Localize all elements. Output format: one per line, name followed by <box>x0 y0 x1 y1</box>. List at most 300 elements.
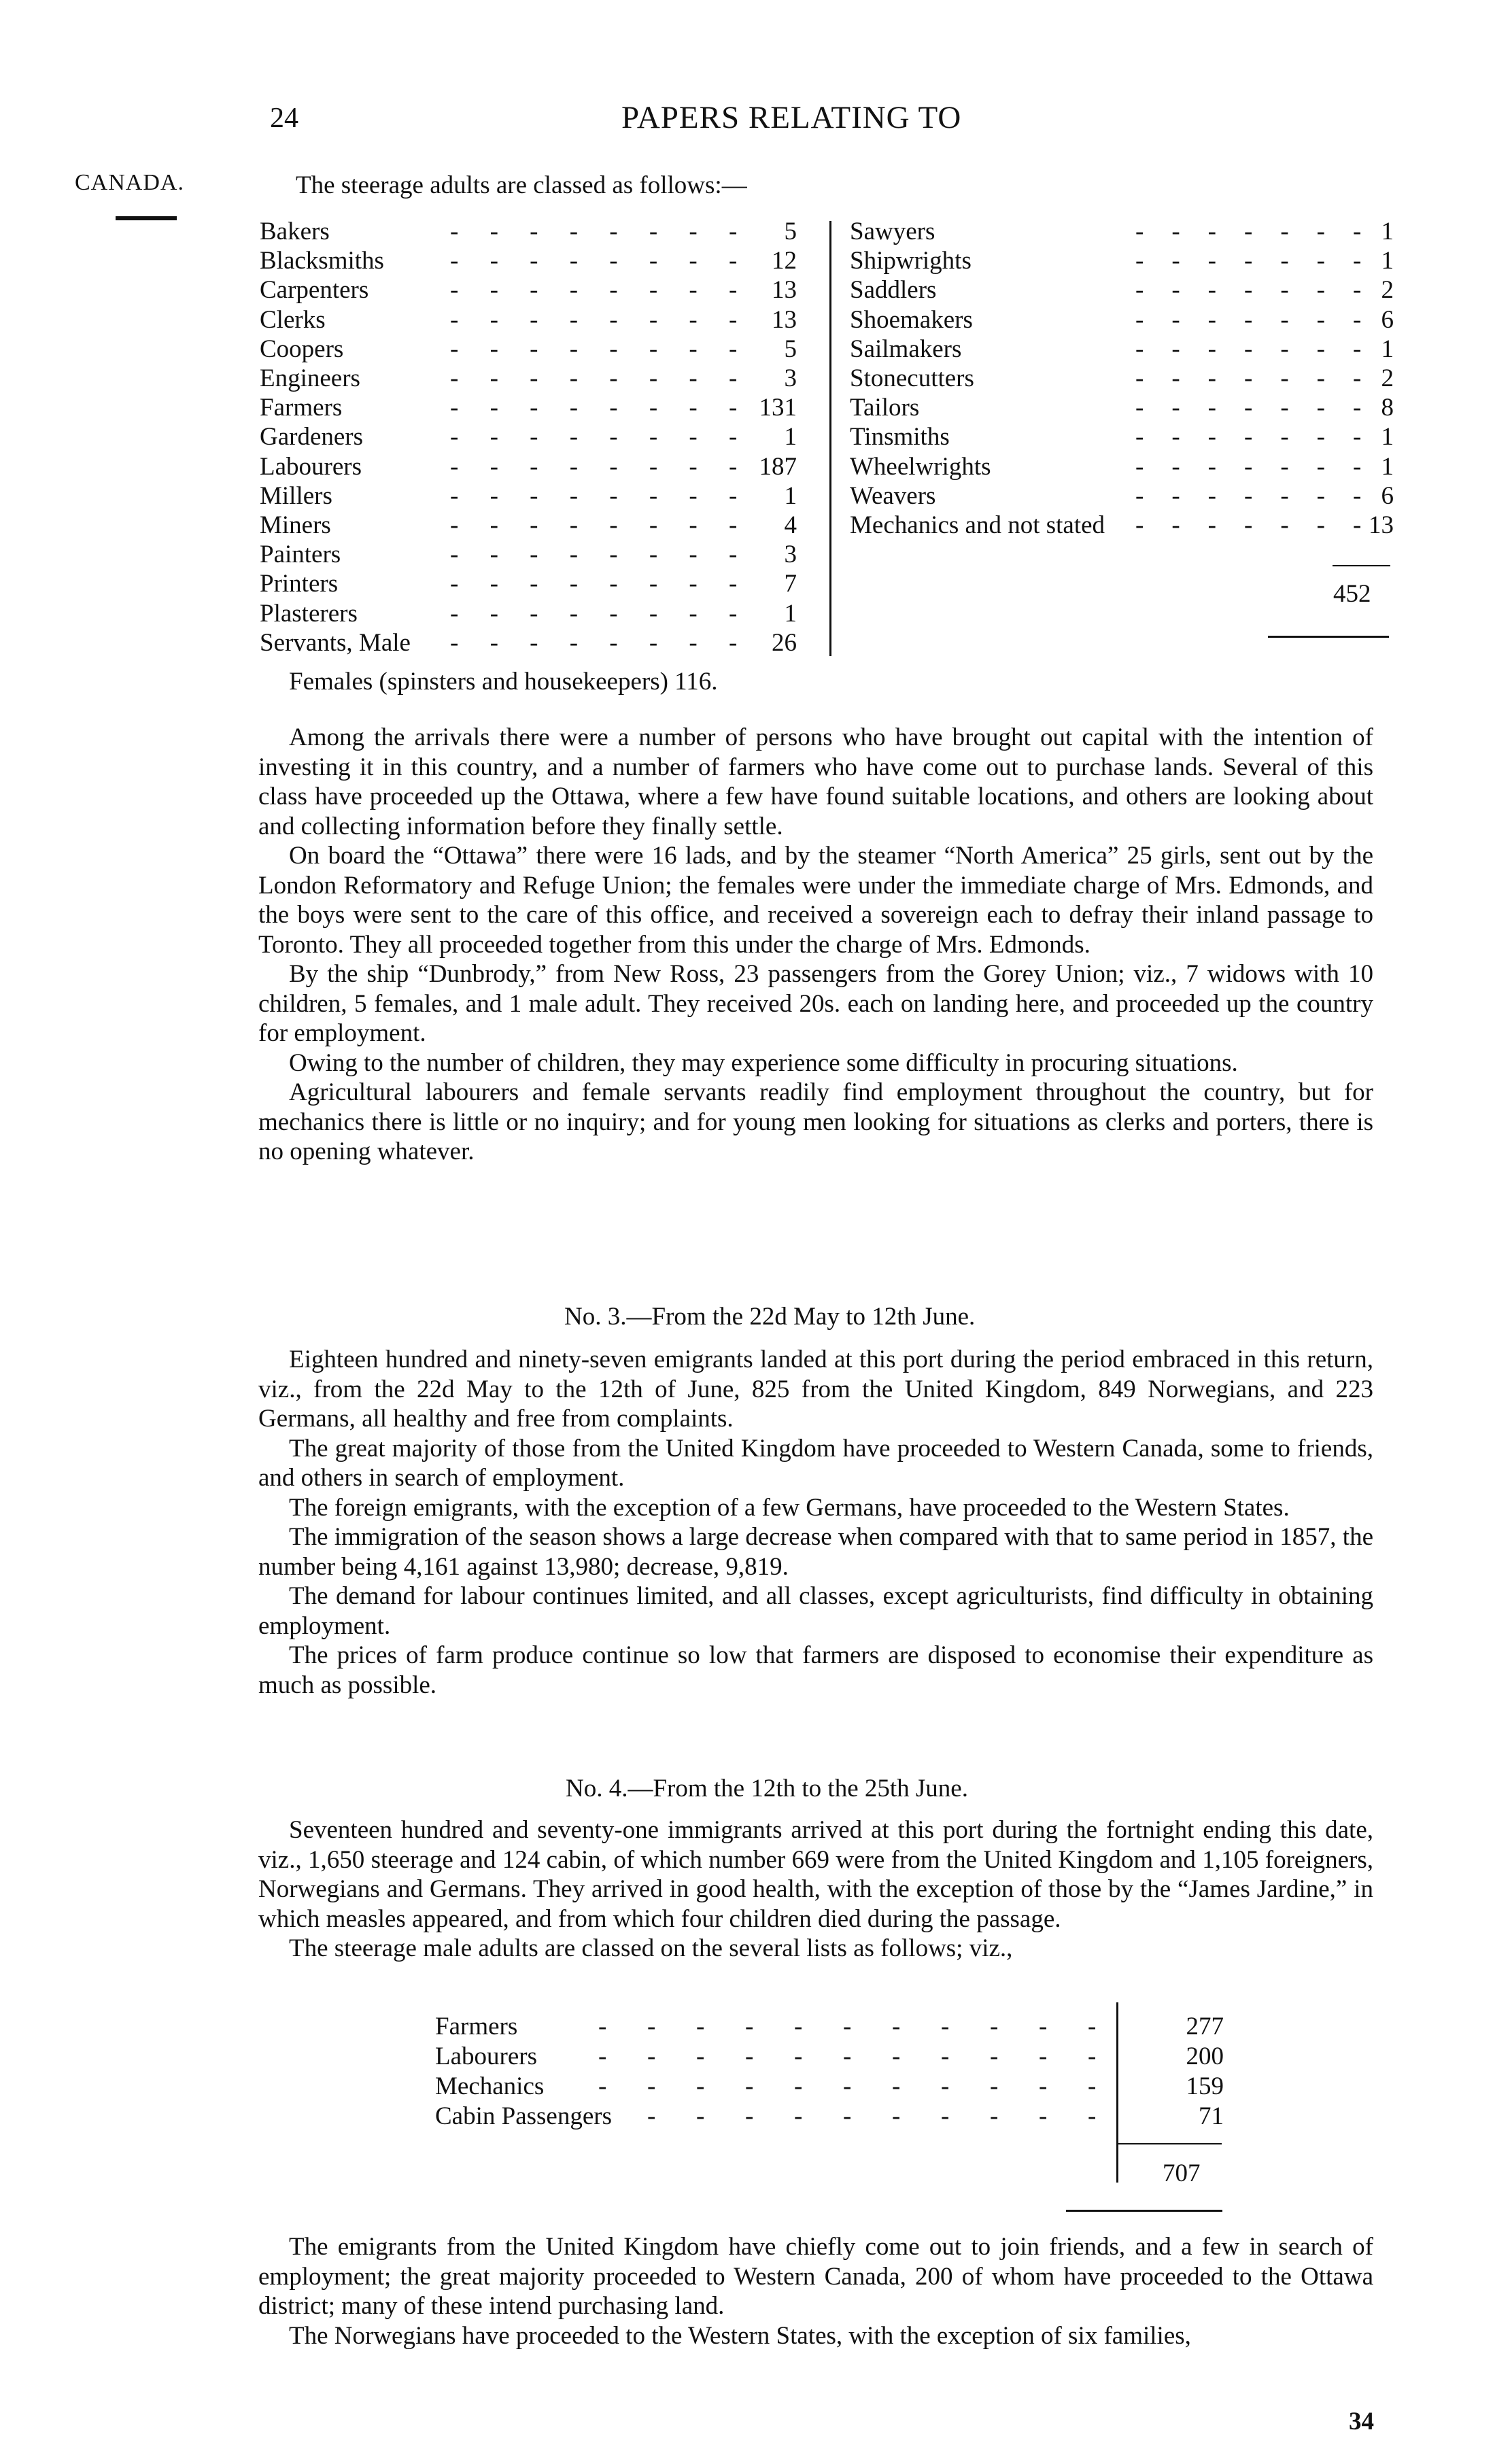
row-value: 13 <box>1369 511 1394 539</box>
leader-dash: - <box>530 628 538 657</box>
leader-dash: - <box>745 2102 754 2130</box>
leader-dash: - <box>609 541 618 569</box>
leader-dash: - <box>1207 423 1216 451</box>
leader-dash: - <box>1207 276 1216 305</box>
row-value: 12 <box>772 247 797 275</box>
row-value: 159 <box>1186 2072 1224 2100</box>
row-label: Bakers <box>260 218 330 245</box>
trade-row-left <box>260 247 797 275</box>
leader-dash: - <box>689 570 698 598</box>
leader-dash: - <box>1207 364 1216 392</box>
leader-dash: - <box>729 218 738 245</box>
leader-dash: - <box>647 2042 656 2070</box>
trade-row-left <box>260 364 797 393</box>
leader-dash: - <box>530 452 538 481</box>
leader-dash: - <box>450 511 459 539</box>
leader-dash: - <box>450 218 459 245</box>
footer-signature: 34 <box>1349 2408 1374 2435</box>
leader-dash: - <box>1135 335 1144 363</box>
row-value: 4 <box>784 511 797 539</box>
leader-dash: - <box>649 628 658 657</box>
leader-dash: - <box>649 570 658 598</box>
leader-dash: - <box>569 511 579 539</box>
leader-dash: - <box>1244 218 1253 245</box>
paragraph: On board the “Ottawa” there were 16 lads, and by the steamer “North America” 25 girls, sent out by the London Reformatory and Refuge Union; the females were under the immediate charge of Mrs. Edmonds, and the boys were sent to the care of this office, and received a sovereign each to defray their inland passage to Toronto. They all proceeded together from this under the charge of Mrs. Edmonds. <box>258 842 1373 959</box>
row-label: Wheelwrights <box>850 452 991 481</box>
trades-table-left <box>260 218 797 657</box>
section-4-title: No. 4.—From the 12th to the 25th June. <box>566 1775 968 1802</box>
leader-dash: - <box>1244 276 1253 305</box>
leader-dash: - <box>1316 481 1325 510</box>
leader-dash: - <box>530 394 538 422</box>
row-value: 277 <box>1186 2013 1224 2040</box>
class-row <box>435 2102 1224 2131</box>
leader-dash: - <box>1135 247 1144 275</box>
leader-dash: - <box>609 305 618 334</box>
row-value: 1 <box>1381 335 1394 363</box>
females-line: Females (spinsters and housekeepers) 116. <box>289 668 718 696</box>
leader-dash: - <box>1316 335 1325 363</box>
leader-dash: - <box>729 276 738 305</box>
leader-dash: - <box>1244 511 1253 539</box>
classes-sum-rule <box>1118 2143 1222 2144</box>
trade-row-left <box>260 600 797 628</box>
leader-dash: - <box>941 2102 950 2130</box>
trade-row-left <box>260 335 797 364</box>
leader-dash: - <box>1171 423 1180 451</box>
leader-dash: - <box>450 628 459 657</box>
leader-dash: - <box>1135 452 1144 481</box>
trade-row-right <box>850 218 1394 246</box>
leader-dash: - <box>609 452 618 481</box>
leader-dash: - <box>1353 305 1362 334</box>
trade-row-left <box>260 218 797 246</box>
leader-dash: - <box>1207 511 1216 539</box>
trade-row-right <box>850 276 1394 305</box>
row-label: Millers <box>260 481 332 510</box>
trade-row-left <box>260 453 797 481</box>
leader-dash: - <box>530 570 538 598</box>
leader-dash: - <box>609 511 618 539</box>
trades-column-divider <box>829 221 831 656</box>
leader-dash: - <box>1316 305 1325 334</box>
row-label: Painters <box>260 541 341 569</box>
leader-dash: - <box>1244 452 1253 481</box>
leader-dash: - <box>689 218 698 245</box>
leader-dash: - <box>569 481 579 510</box>
leader-dash: - <box>530 218 538 245</box>
leader-dash: - <box>689 276 698 305</box>
paragraph: Among the arrivals there were a number of persons who have brought out capital with the intention of investing it in this country, and a number of farmers who have come out to purchase lands. Several of this class have proceeded up the Ottawa, where a few have found suitable locations, and others are looking about and collecting information before they finally settle. <box>258 723 1373 840</box>
row-label: Coopers <box>260 335 344 363</box>
leader-dash: - <box>649 541 658 569</box>
leader-dash: - <box>450 247 459 275</box>
leader-dash: - <box>745 2072 754 2100</box>
leader-dash: - <box>689 423 698 451</box>
leader-dash: - <box>530 541 538 569</box>
leader-dash: - <box>1171 305 1180 334</box>
leader-dash: - <box>1353 335 1362 363</box>
leader-dash: - <box>689 511 698 539</box>
paragraphs-block-5 <box>258 2232 1373 2350</box>
leader-dash: - <box>489 305 498 334</box>
leader-dash: - <box>1135 276 1144 305</box>
leader-dash: - <box>843 2013 852 2040</box>
leader-dash: - <box>696 2072 705 2100</box>
leader-dash: - <box>649 481 658 510</box>
trades-table-right <box>850 218 1394 544</box>
leader-dash: - <box>1280 394 1289 422</box>
row-label: Sailmakers <box>850 335 962 363</box>
leader-dash: - <box>569 394 579 422</box>
leader-dash: - <box>1280 481 1289 510</box>
leader-dash: - <box>489 541 498 569</box>
row-value: 26 <box>772 628 797 657</box>
leader-dash: - <box>843 2102 852 2130</box>
leader-dash: - <box>794 2102 803 2130</box>
leader-dash: - <box>1039 2072 1048 2100</box>
leader-dash: - <box>609 394 618 422</box>
leader-dash: - <box>647 2013 656 2040</box>
leader-dash: - <box>794 2042 803 2070</box>
leader-dash: - <box>598 2042 607 2070</box>
classes-total-rule <box>1066 2210 1222 2212</box>
row-value: 6 <box>1381 305 1394 334</box>
leader-dash: - <box>450 276 459 305</box>
leader-dash: - <box>609 423 618 451</box>
leader-dash: - <box>1353 423 1362 451</box>
leader-dash: - <box>1135 218 1144 245</box>
leader-dash: - <box>609 628 618 657</box>
trade-row-left <box>260 423 797 451</box>
leader-dash: - <box>569 452 579 481</box>
leader-dash: - <box>689 305 698 334</box>
leader-dash: - <box>843 2042 852 2070</box>
leader-dash: - <box>450 394 459 422</box>
row-label: Shoemakers <box>850 305 973 334</box>
leader-dash: - <box>729 305 738 334</box>
leader-dash: - <box>609 570 618 598</box>
leader-dash: - <box>729 541 738 569</box>
leader-dash: - <box>729 599 738 628</box>
row-label: Weavers <box>850 481 936 510</box>
leader-dash: - <box>489 364 498 392</box>
page-number: 24 <box>270 103 298 134</box>
leader-dash: - <box>1353 364 1362 392</box>
row-label: Saddlers <box>850 276 937 305</box>
leader-dash: - <box>1171 481 1180 510</box>
paragraph: By the ship “Dunbrody,” from New Ross, 23 passengers from the Gorey Union; viz., 7 widows with 10 children, 5 females, and 1 male adult. They received 20s. each on landing here, and proceeded up the country for employment. <box>258 960 1373 1047</box>
leader-dash: - <box>489 423 498 451</box>
leader-dash: - <box>489 335 498 363</box>
leader-dash: - <box>1280 423 1289 451</box>
leader-dash: - <box>1171 452 1180 481</box>
leader-dash: - <box>647 2072 656 2100</box>
leader-dash: - <box>1171 247 1180 275</box>
leader-dash: - <box>1280 511 1289 539</box>
leader-dash: - <box>1353 247 1362 275</box>
leader-dash: - <box>1244 481 1253 510</box>
leader-dash: - <box>1316 247 1325 275</box>
leader-dash: - <box>609 335 618 363</box>
row-value: 5 <box>784 335 797 363</box>
leader-dash: - <box>892 2042 901 2070</box>
class-row <box>435 2013 1224 2041</box>
leader-dash: - <box>1280 452 1289 481</box>
leader-dash: - <box>696 2102 705 2130</box>
row-value: 13 <box>772 305 797 334</box>
leader-dash: - <box>729 335 738 363</box>
leader-dash: - <box>1171 364 1180 392</box>
trade-row-right <box>850 482 1394 511</box>
trade-row-right <box>850 453 1394 481</box>
trade-row-left <box>260 276 797 305</box>
leader-dash: - <box>609 364 618 392</box>
leader-dash: - <box>647 2102 656 2130</box>
leader-dash: - <box>1039 2013 1048 2040</box>
leader-dash: - <box>609 481 618 510</box>
leader-dash: - <box>450 452 459 481</box>
leader-dash: - <box>1316 452 1325 481</box>
leader-dash: - <box>1135 481 1144 510</box>
leader-dash: - <box>1353 481 1362 510</box>
leader-dash: - <box>530 247 538 275</box>
leader-dash: - <box>729 452 738 481</box>
row-value: 187 <box>759 452 797 481</box>
leader-dash: - <box>450 305 459 334</box>
trades-total-rule <box>1268 636 1389 638</box>
leader-dash: - <box>1207 452 1216 481</box>
leader-dash: - <box>489 452 498 481</box>
leader-dash: - <box>530 511 538 539</box>
running-title: PAPERS RELATING TO <box>621 100 962 135</box>
row-label: Sawyers <box>850 218 935 245</box>
trade-row-right <box>850 364 1394 393</box>
leader-dash: - <box>1039 2042 1048 2070</box>
leader-dash: - <box>649 276 658 305</box>
row-label: Labourers <box>260 452 362 481</box>
leader-dash: - <box>1171 276 1180 305</box>
leader-dash: - <box>489 570 498 598</box>
trade-row-right <box>850 306 1394 335</box>
paragraph: Eighteen hundred and ninety-seven emigrants landed at this port during the period embraced in this return, viz., from the 22d May to the 12th of June, 825 from the United Kingdom, 849 Norwegians, and 223 Germans, all healthy and free from complaints. <box>258 1346 1373 1433</box>
leader-dash: - <box>649 394 658 422</box>
trade-row-right <box>850 423 1394 451</box>
row-value: 2 <box>1381 364 1394 392</box>
leader-dash: - <box>450 570 459 598</box>
leader-dash: - <box>990 2013 999 2040</box>
leader-dash: - <box>649 218 658 245</box>
leader-dash: - <box>794 2013 803 2040</box>
paragraph: Seventeen hundred and seventy-one immigrants arrived at this port during the fortnight ending this date, viz., 1,650 steerage and 124 cabin, of which number 669 were from the United Kingdom and 1,105 foreigners, Norwegians and Germans. They arrived in good health, with the exception of those by the “James Jardine,” in which measles appeared, and from which four children died during the passage. <box>258 1816 1373 1933</box>
leader-dash: - <box>530 335 538 363</box>
leader-dash: - <box>729 364 738 392</box>
leader-dash: - <box>1353 276 1362 305</box>
leader-dash: - <box>1207 394 1216 422</box>
leader-dash: - <box>450 364 459 392</box>
leader-dash: - <box>489 628 498 657</box>
leader-dash: - <box>609 218 618 245</box>
row-value: 2 <box>1381 276 1394 305</box>
leader-dash: - <box>530 423 538 451</box>
leader-dash: - <box>489 599 498 628</box>
leader-dash: - <box>1207 335 1216 363</box>
leader-dash: - <box>1088 2042 1097 2070</box>
leader-dash: - <box>649 247 658 275</box>
leader-dash: - <box>569 570 579 598</box>
paragraph: Owing to the number of children, they may experience some difficulty in procuring situations. <box>289 1048 1238 1077</box>
leader-dash: - <box>450 481 459 510</box>
leader-dash: - <box>489 511 498 539</box>
leader-dash: - <box>1207 218 1216 245</box>
row-value: 200 <box>1186 2042 1224 2070</box>
leader-dash: - <box>649 599 658 628</box>
leader-dash: - <box>530 599 538 628</box>
leader-dash: - <box>569 423 579 451</box>
leader-dash: - <box>892 2013 901 2040</box>
leader-dash: - <box>729 570 738 598</box>
leader-dash: - <box>649 364 658 392</box>
paragraphs-block-1 <box>258 723 1373 1167</box>
leader-dash: - <box>689 481 698 510</box>
row-value: 1 <box>1381 247 1394 275</box>
row-label: Cabin Passengers <box>435 2102 612 2130</box>
leader-dash: - <box>450 541 459 569</box>
row-value: 7 <box>784 570 797 598</box>
leader-dash: - <box>1088 2102 1097 2130</box>
paragraph: The emigrants from the United Kingdom have chiefly come out to join friends, and a few in search of employment; the great majority proceeded to Western Canada, 200 of whom have proceeded to the Ottawa district; many of these intend purchasing land. <box>258 2233 1373 2320</box>
leader-dash: - <box>649 423 658 451</box>
leader-dash: - <box>689 541 698 569</box>
row-value: 1 <box>784 599 797 628</box>
leader-dash: - <box>609 247 618 275</box>
leader-dash: - <box>794 2072 803 2100</box>
leader-dash: - <box>1135 364 1144 392</box>
leader-dash: - <box>1280 364 1289 392</box>
leader-dash: - <box>450 599 459 628</box>
leader-dash: - <box>1135 305 1144 334</box>
leader-dash: - <box>649 335 658 363</box>
leader-dash: - <box>489 276 498 305</box>
row-label: Servants, Male <box>260 628 411 657</box>
row-value: 8 <box>1381 394 1394 422</box>
row-label: Tailors <box>850 394 920 422</box>
intro-line: The steerage adults are classed as follows:— <box>296 171 747 199</box>
leader-dash: - <box>990 2102 999 2130</box>
trade-row-right <box>850 511 1394 540</box>
leader-dash: - <box>696 2042 705 2070</box>
row-label: Engineers <box>260 364 360 392</box>
leader-dash: - <box>649 305 658 334</box>
leader-dash: - <box>530 276 538 305</box>
trade-row-right <box>850 247 1394 275</box>
leader-dash: - <box>489 394 498 422</box>
leader-dash: - <box>689 599 698 628</box>
leader-dash: - <box>1316 276 1325 305</box>
trade-row-left <box>260 629 797 657</box>
row-label: Printers <box>260 570 339 598</box>
row-value: 1 <box>1381 452 1394 481</box>
row-label: Gardeners <box>260 423 364 451</box>
leader-dash: - <box>569 541 579 569</box>
trade-row-left <box>260 541 797 569</box>
leader-dash: - <box>1316 218 1325 245</box>
paragraph: The Norwegians have proceeded to the Western States, with the exception of six families, <box>289 2321 1191 2350</box>
trades-total: 452 <box>1333 580 1371 608</box>
leader-dash: - <box>1353 394 1362 422</box>
row-value: 131 <box>759 394 797 422</box>
leader-dash: - <box>569 628 579 657</box>
side-label-rule <box>116 216 177 220</box>
leader-dash: - <box>745 2042 754 2070</box>
leader-dash: - <box>1244 335 1253 363</box>
leader-dash: - <box>1244 305 1253 334</box>
leader-dash: - <box>689 394 698 422</box>
trade-row-left <box>260 511 797 540</box>
leader-dash: - <box>1088 2013 1097 2040</box>
leader-dash: - <box>990 2072 999 2100</box>
trade-row-right <box>850 394 1394 422</box>
row-label: Plasterers <box>260 599 358 628</box>
leader-dash: - <box>569 335 579 363</box>
leader-dash: - <box>1280 218 1289 245</box>
row-label: Carpenters <box>260 276 369 305</box>
paragraph: The demand for labour continues limited, and all classes, except agriculturists, find difficulty in obtaining employment. <box>258 1582 1373 1640</box>
row-label: Clerks <box>260 305 326 334</box>
leader-dash: - <box>1207 305 1216 334</box>
leader-dash: - <box>689 247 698 275</box>
row-label: Shipwrights <box>850 247 972 275</box>
leader-dash: - <box>489 247 498 275</box>
leader-dash: - <box>1244 394 1253 422</box>
leader-dash: - <box>1207 481 1216 510</box>
paragraph: The foreign emigrants, with the exception of a few Germans, have proceeded to the Western States. <box>289 1493 1290 1522</box>
paragraph: The prices of farm produce continue so low that farmers are disposed to economise their expenditure as much as possible. <box>258 1641 1373 1699</box>
paragraph: The great majority of those from the United Kingdom have proceeded to Western Canada, some to friends, and others in search of employment. <box>258 1434 1373 1492</box>
leader-dash: - <box>1171 394 1180 422</box>
paragraph: Agricultural labourers and female servants readily find employment throughout the country, but for mechanics there is little or no inquiry; and for young men looking for situations as clerks and porters, there is no opening whatever. <box>258 1078 1373 1165</box>
leader-dash: - <box>729 247 738 275</box>
leader-dash: - <box>689 364 698 392</box>
row-value: 1 <box>784 481 797 510</box>
side-label: CANADA. <box>75 170 184 195</box>
row-value: 1 <box>784 423 797 451</box>
leader-dash: - <box>843 2072 852 2100</box>
leader-dash: - <box>450 335 459 363</box>
leader-dash: - <box>1088 2072 1097 2100</box>
leader-dash: - <box>1316 423 1325 451</box>
leader-dash: - <box>598 2072 607 2100</box>
row-label: Labourers <box>435 2042 537 2070</box>
paragraph: The immigration of the season shows a large decrease when compared with that to same period in 1857, the number being 4,161 against 13,980; decrease, 9,819. <box>258 1523 1373 1581</box>
leader-dash: - <box>729 394 738 422</box>
row-label: Blacksmiths <box>260 247 384 275</box>
row-label: Stonecutters <box>850 364 974 392</box>
class-row <box>435 2072 1224 2101</box>
section-3-title: No. 3.—From the 22d May to 12th June. <box>564 1303 976 1331</box>
leader-dash: - <box>729 511 738 539</box>
leader-dash: - <box>1039 2102 1048 2130</box>
leader-dash: - <box>1316 511 1325 539</box>
row-label: Tinsmiths <box>850 423 950 451</box>
leader-dash: - <box>569 364 579 392</box>
leader-dash: - <box>1316 394 1325 422</box>
leader-dash: - <box>1280 276 1289 305</box>
leader-dash: - <box>1280 305 1289 334</box>
leader-dash: - <box>696 2013 705 2040</box>
trade-row-left <box>260 394 797 422</box>
leader-dash: - <box>1280 335 1289 363</box>
